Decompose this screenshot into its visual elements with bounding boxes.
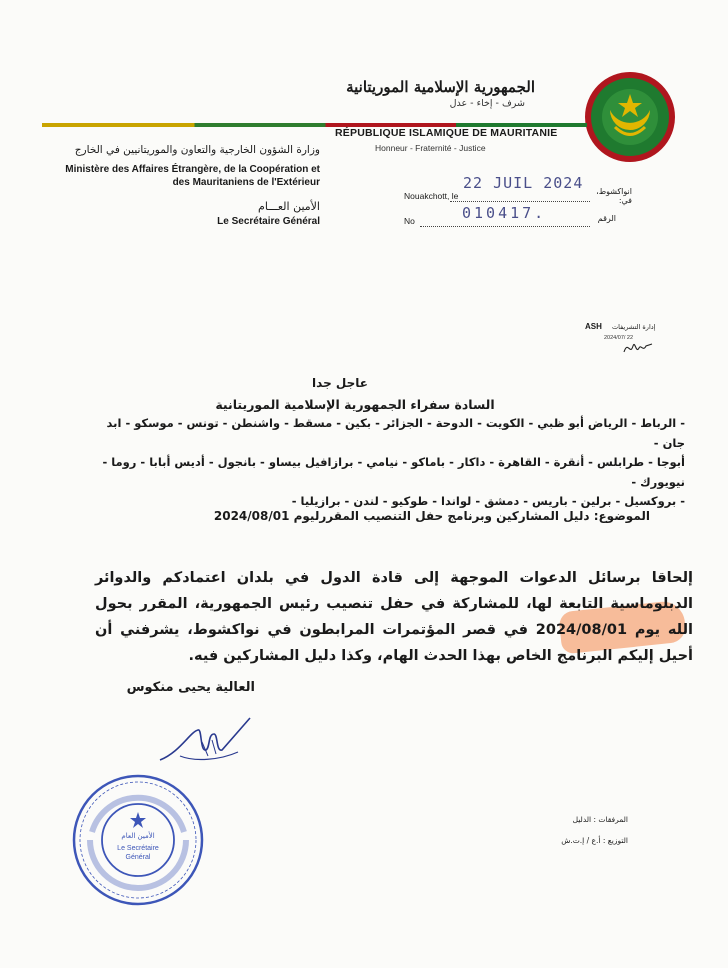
city-list-line: - بروكسيل - برلين - باريس - دمشق - لواندا - طوكيو - لندن - برازيليا - xyxy=(291,494,685,508)
ministry-name-french xyxy=(40,163,320,189)
number-label-arabic: الرقم xyxy=(597,214,616,223)
secretary-general-french: Le Secrétaire Général xyxy=(217,216,320,227)
routing-code: ASH xyxy=(585,322,602,331)
subject-label: الموضوع: xyxy=(593,509,650,523)
city-list-line: - الرباط - الرياض أبو ظبي - الكويت - الدوحة - الجزائر - بكين - مسقط - واشنطن - تونس - موسكو - ابد جان - xyxy=(106,416,685,450)
routing-department: إدارة التشريفات xyxy=(612,323,656,331)
nouakchott-label-arabic: انواكشوط، في: xyxy=(596,187,632,205)
ministry-name-arabic: وزارة الشؤون الخارجية والتعاون والموريتانيين في الخارج xyxy=(74,144,320,156)
seal-center-french-2: Général xyxy=(125,854,151,861)
nouakchott-label: Nouakchott, le xyxy=(404,191,459,201)
number-label: No xyxy=(404,216,415,226)
city-list xyxy=(85,414,685,512)
motto-french: Honneur - Fraternité - Justice xyxy=(375,143,486,153)
city-list-line: أبوجا - طرابلس - أنقرة - القاهرة - داكار - باماكو - نيامي - برازافيل بيساو - بانجول - أديس أبابا - روما - نيويورك - xyxy=(102,455,685,489)
motto-arabic: شرف - إخاء - عدل xyxy=(449,98,525,109)
handwritten-signature-icon xyxy=(150,712,260,772)
seal-center-french-1: Le Secrétaire xyxy=(117,845,159,852)
seal-center-arabic: الأمين العام xyxy=(121,832,155,840)
mauritania-emblem-icon xyxy=(585,72,675,162)
ministry-name-french-line1: Ministère des Affaires Étrangère, de la Coopération et xyxy=(65,164,320,175)
reference-number-stamp: 010417. xyxy=(462,204,547,222)
date-stamp: 22 JUIL 2024 xyxy=(463,174,584,192)
distribution-line: التوزيع : أ.ع / إ.ت.ش xyxy=(561,836,628,845)
date-dotted-line xyxy=(450,201,590,202)
routing-date: 2024/07/ 22 xyxy=(604,335,634,341)
number-dotted-line xyxy=(420,226,590,227)
letter-body: إلحاقا برسائل الدعوات الموجهة إلى قادة الدول في بلدان اعتمادكم والدوائر الدبلوماسية التابعة لها، للمشاركة في حفل تنصيب رئيس الجمهورية، المقرر بحول الله يوم 2024/08/01 في قصر المؤتمرات المرابطون في نواكشوط، يشرفني أن أحيل إليكم البرنامج الخاص بهذا الحدث الهام، وكذا دليل المشاركين فيه. xyxy=(95,570,693,664)
signer-name: العالية يحيى منكوس xyxy=(126,680,255,695)
attachments-line: المرفقات : الدليل xyxy=(572,815,628,824)
republic-name-french: RÉPUBLIQUE ISLAMIQUE DE MAURITANIE xyxy=(335,127,558,139)
initials-signature-icon xyxy=(622,336,654,358)
addressee: السادة سفراء الجمهورية الإسلامية الموريتانية xyxy=(215,397,495,412)
secretary-general-arabic: الأمين العـــام xyxy=(258,200,320,213)
republic-name-arabic: الجمهورية الإسلامية الموريتانية xyxy=(346,78,535,96)
subject-text: دليل المشاركين وبرنامج حفل التنصيب المقررليوم 2024/08/01 xyxy=(213,509,590,523)
urgent-label: عاجل جدا xyxy=(312,376,368,390)
ministry-name-french-line2: des Mauritaniens de l'Extérieur xyxy=(172,177,320,188)
subject-line xyxy=(200,509,650,523)
official-seal-icon xyxy=(68,770,208,910)
